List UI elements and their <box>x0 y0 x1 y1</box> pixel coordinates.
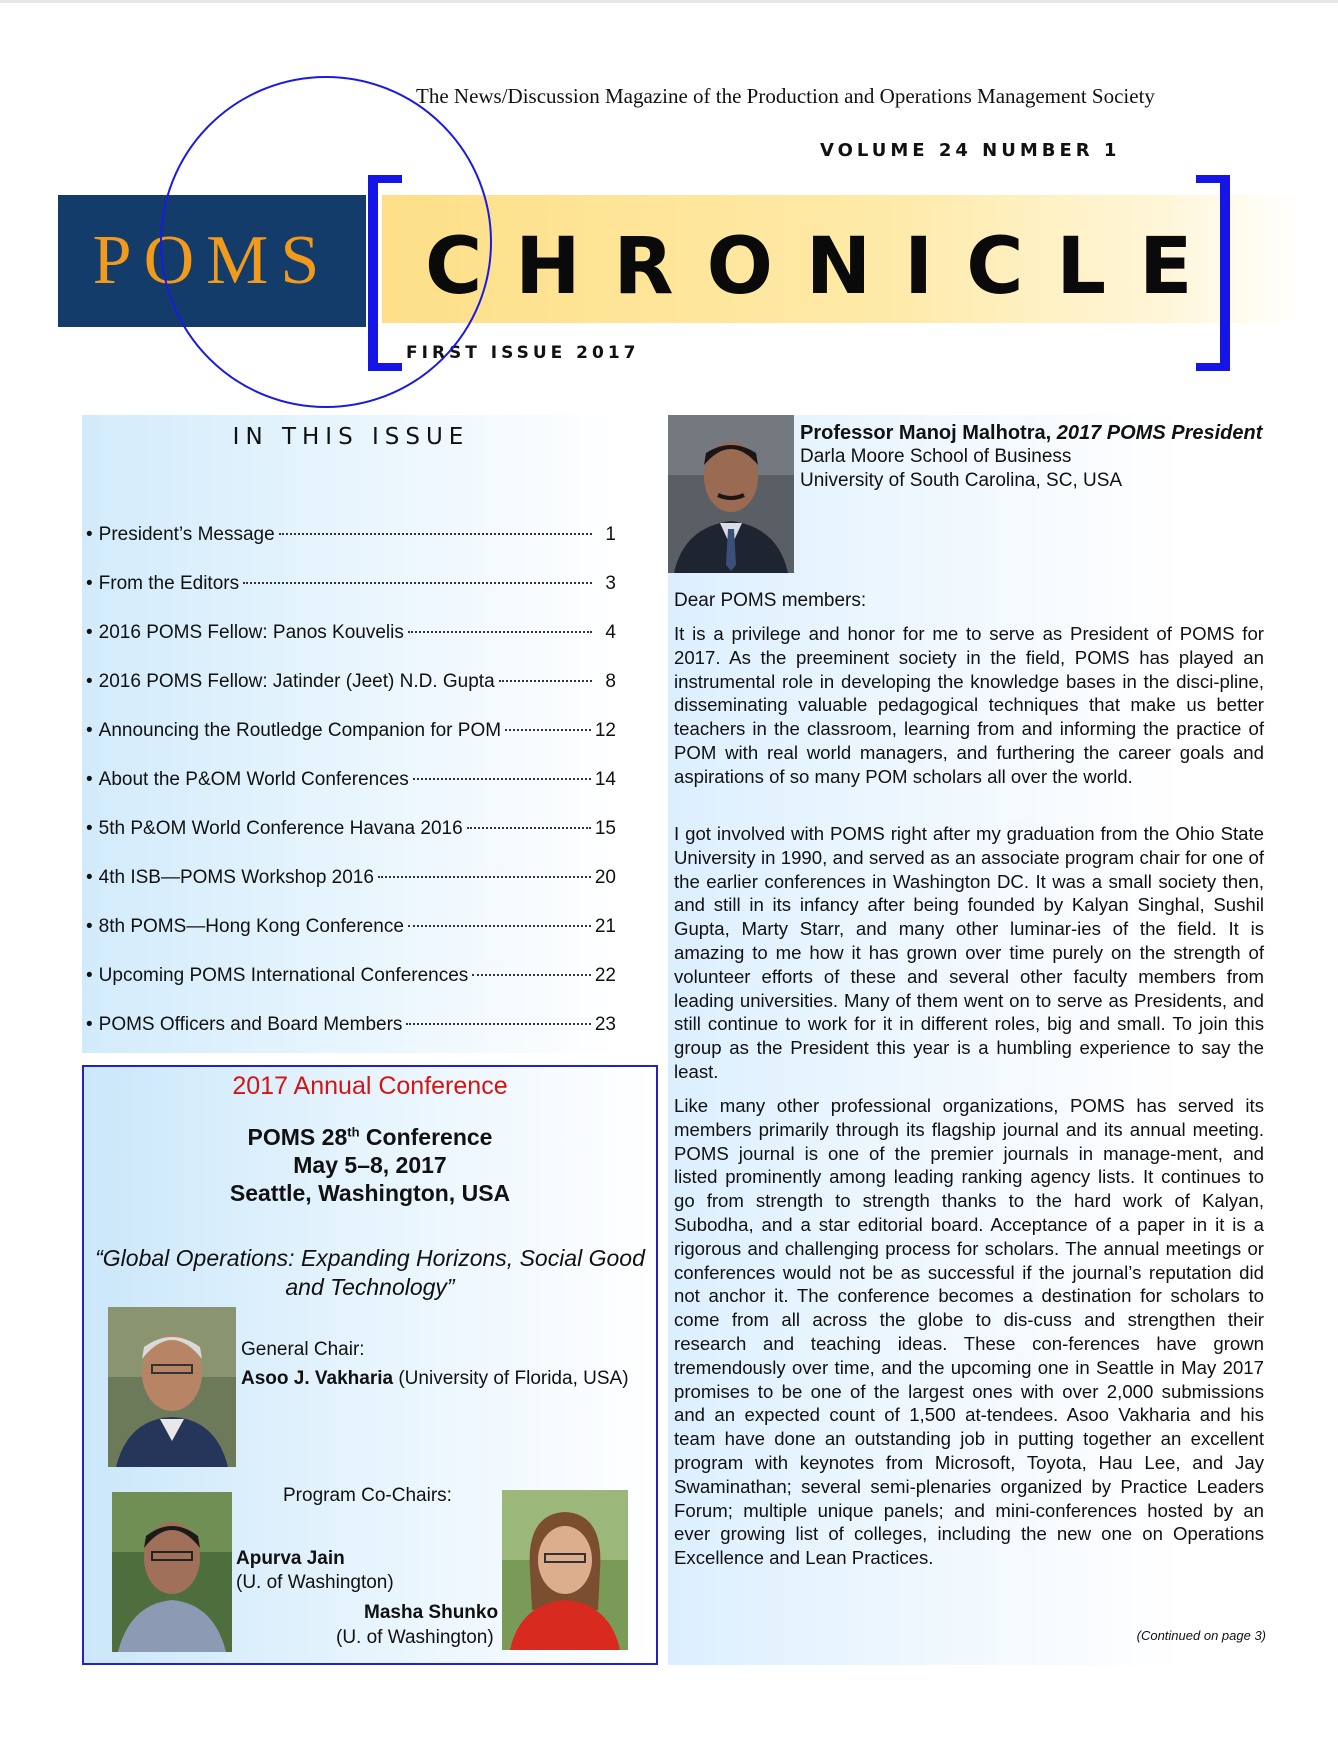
toc-item-title: 2016 POMS Fellow: Panos Kouvelis <box>98 622 404 643</box>
person-photo-icon <box>108 1307 236 1467</box>
cochair1-name: Apurva Jain <box>236 1548 345 1569</box>
dot-leader <box>472 974 591 976</box>
bullet-icon: • <box>86 671 93 692</box>
conference-title <box>84 1124 656 1151</box>
paragraph-2: I got involved with POMS right after my graduation from the Ohio State University in 1990, and served as an associate program chair for one of the earlier conferences in Washington DC. It was a small society then, and still in its infancy after being founded by Kalyan Singhal, Sushil Gupta, Marty Starr, and many other luminar-ies of the field. It is amazing to me how it has grown over time purely on the strength of volunteer efforts of these and several other faculty members from leading universities. Many of them went on to serve as Presidents, and still continue to work for it in different roles, big and small. To join this group as the President this year is a humbling experience to say the least. <box>674 823 1264 1082</box>
conference-theme: “Global Operations: Expanding Horizons, Social Good and Technology” <box>95 1245 645 1300</box>
cochair2-name: Masha Shunko <box>364 1602 499 1623</box>
salutation: Dear POMS members: <box>674 590 867 611</box>
toc-item[interactable] <box>86 671 616 720</box>
toc-item-page: 8 <box>605 671 616 692</box>
conference-title-pre: POMS 28 <box>247 1124 348 1150</box>
toc-item-page: 12 <box>594 720 616 741</box>
general-chair-photo <box>108 1307 236 1467</box>
toc-item[interactable] <box>86 867 616 916</box>
toc-item-page: 21 <box>594 916 616 937</box>
masthead-tagline: The News/Discussion Magazine of the Production and Operations Management Society <box>416 84 1155 108</box>
cochair1-photo <box>112 1492 232 1652</box>
toc-item-title: POMS Officers and Board Members <box>98 1014 403 1035</box>
toc-item[interactable] <box>86 720 616 769</box>
toc-item-title: 2016 POMS Fellow: Jatinder (Jeet) N.D. Gupta <box>98 671 495 692</box>
dot-leader <box>505 729 591 731</box>
president-separator: , <box>1045 422 1057 444</box>
conference-title-sup: th <box>347 1124 360 1140</box>
president-name-line <box>800 422 1262 445</box>
toc-item[interactable] <box>86 818 616 867</box>
dot-leader <box>378 876 591 878</box>
toc-title: IN THIS ISSUE <box>232 424 470 450</box>
bullet-icon: • <box>86 524 93 545</box>
president-title: 2017 POMS President <box>1056 422 1263 444</box>
cochair1-affiliation: (U. of Washington) <box>236 1572 394 1593</box>
continued-note: (Continued on page 3) <box>1136 1628 1266 1643</box>
toc-item[interactable] <box>86 573 616 622</box>
conference-heading: 2017 Annual Conference <box>232 1072 508 1100</box>
dot-leader <box>408 631 592 633</box>
toc-item[interactable] <box>86 769 616 818</box>
toc-item-page: 3 <box>605 573 616 594</box>
dot-leader <box>406 1023 590 1025</box>
program-cochairs-label: Program Co-Chairs: <box>283 1485 452 1506</box>
general-chair-label: General Chair: <box>241 1339 365 1360</box>
issue-label: FIRST ISSUE 2017 <box>406 343 640 363</box>
right-bracket <box>1196 175 1230 371</box>
conference-title-post: Conference <box>359 1124 493 1150</box>
person-photo-icon <box>112 1492 232 1652</box>
bullet-icon: • <box>86 916 93 937</box>
toc-item-title: From the Editors <box>98 573 240 594</box>
toc-item[interactable] <box>86 1014 616 1063</box>
dot-leader <box>243 582 592 584</box>
paragraph-1: It is a privilege and honor for me to serve as President of POMS for 2017. As the preeminent society in the field, POMS has played an instrumental role in developing the knowledge bases in the disci-pline, disseminating valuable pedagogical techniques that make us better teachers in the classroom, learning from and informing the practice of POM with real world managers, and furthering the career goals and aspirations of so many POM scholars all over the world. <box>674 623 1264 787</box>
poms-logo-text: POMS <box>92 222 332 299</box>
conference-dates: May 5–8, 2017 <box>293 1152 447 1178</box>
bullet-icon: • <box>86 867 93 888</box>
bullet-icon: • <box>86 818 93 839</box>
toc-item-title: About the P&OM World Conferences <box>98 769 409 790</box>
toc-item-page: 22 <box>594 965 616 986</box>
paragraph-3: Like many other professional organizations, POMS has served its members primarily through its flagship journal and its annual meeting. POMS journal is one of the premier journals in manage-ment, and listed prominently among leading ranking agency lists. It continues to go from strength to strength thanks to the hard work of Kalyan, Subodha, and a star editorial board. Acceptance of a paper in it is a rigorous and challenging process for scholars. The annual meetings or conferences would not be as successful if the journal’s reputation did not anchor it. The conference becomes a destination for scholars to come from all across the globe to dis-cuss and strengthen their research and teaching ideas. These con-ferences have grown tremendously over time, and the upcoming one in Seattle in May 2017 promises to be one of the largest ones with over 2,000 submissions and an expected count of 1,500 at-tendees. Asoo Vakharia and his team have done an outstanding job in putting together an excellent program with keynotes from Microsoft, Toyota, Hau Lee, and Jay Swaminathan; several semi-plenaries organized by Practice Leaders Forum; multiple unique panels; and mini-conferences hosted by an ever growing list of colleges, including the new one on Operations Excellence and Lean Practices. <box>674 1095 1264 1569</box>
decorative-circle <box>160 76 492 408</box>
toc-item[interactable] <box>86 622 616 671</box>
dot-leader <box>408 925 591 927</box>
person-photo-icon <box>502 1490 628 1650</box>
toc-item[interactable] <box>86 965 616 1014</box>
top-border <box>0 0 1338 3</box>
bullet-icon: • <box>86 965 93 986</box>
toc-item-title: 8th POMS—Hong Kong Conference <box>98 916 404 937</box>
general-chair-line <box>241 1368 629 1390</box>
dot-leader <box>499 680 592 682</box>
person-photo-icon <box>668 415 794 573</box>
conference-location: Seattle, Washington, USA <box>229 1180 511 1206</box>
toc-item-page: 23 <box>594 1014 616 1035</box>
bullet-icon: • <box>86 769 93 790</box>
cochair2-affiliation: (U. of Washington) <box>336 1627 494 1648</box>
toc-item-page: 4 <box>605 622 616 643</box>
toc-item-title: Upcoming POMS International Conferences <box>98 965 469 986</box>
toc-item-title: Announcing the Routledge Companion for POM <box>98 720 502 741</box>
general-chair-name: Asoo J. Vakharia <box>241 1368 394 1389</box>
bullet-icon: • <box>86 622 93 643</box>
toc-item-title: President’s Message <box>98 524 275 545</box>
president-university: University of South Carolina, SC, USA <box>800 470 1123 491</box>
toc-item-page: 1 <box>605 524 616 545</box>
president-name: Professor Manoj Malhotra <box>800 422 1046 444</box>
president-school: Darla Moore School of Business <box>800 446 1072 467</box>
general-chair-affiliation: (University of Florida, USA) <box>393 1368 629 1389</box>
bullet-icon: • <box>86 720 93 741</box>
bullet-icon: • <box>86 1014 93 1035</box>
toc-item-title: 5th P&OM World Conference Havana 2016 <box>98 818 463 839</box>
toc-item-page: 14 <box>594 769 616 790</box>
toc-item-page: 15 <box>594 818 616 839</box>
bullet-icon: • <box>86 573 93 594</box>
volume-number: VOLUME 24 NUMBER 1 <box>820 140 1121 161</box>
toc-item-page: 20 <box>594 867 616 888</box>
toc-list <box>86 524 616 1063</box>
toc-item-title: 4th ISB—POMS Workshop 2016 <box>98 867 374 888</box>
toc-item[interactable] <box>86 524 616 573</box>
chronicle-title: CHRONICLE <box>425 222 1226 312</box>
dot-leader <box>467 827 591 829</box>
dot-leader <box>279 533 592 535</box>
dot-leader <box>413 778 591 780</box>
toc-item[interactable] <box>86 916 616 965</box>
president-photo <box>668 415 794 573</box>
cochair2-photo <box>502 1490 628 1650</box>
